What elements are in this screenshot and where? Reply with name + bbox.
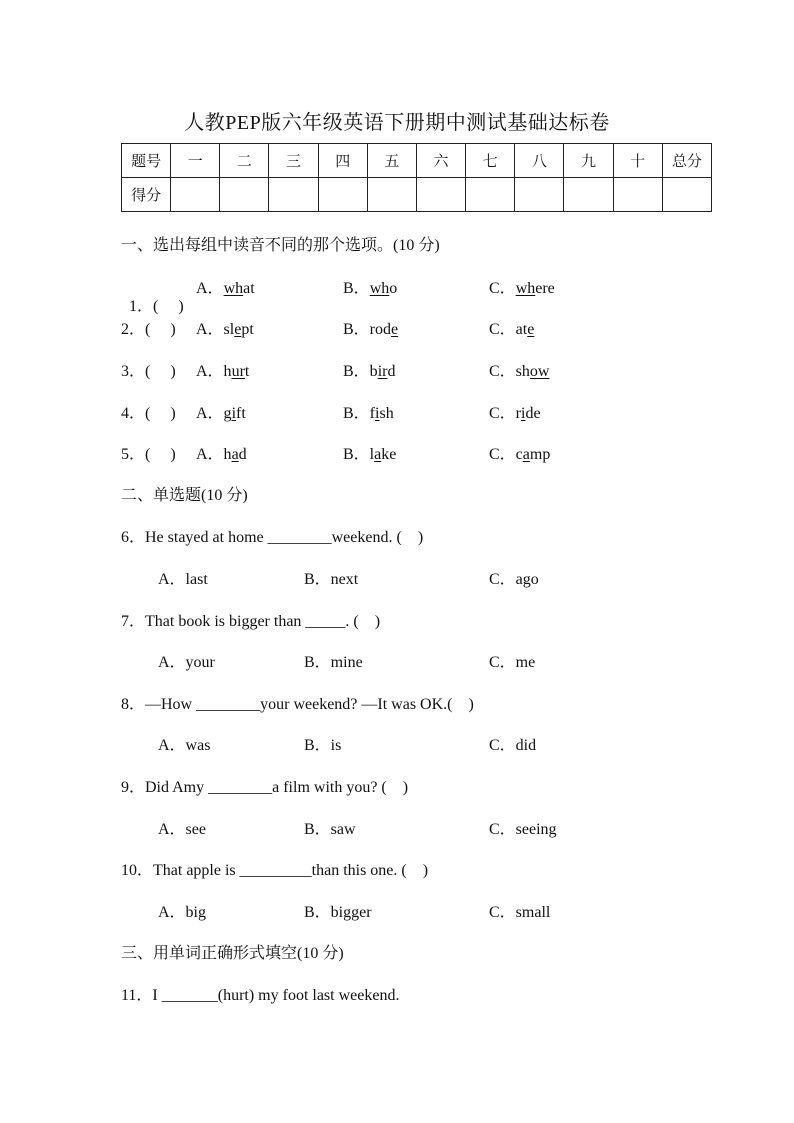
underlined-letters: ur xyxy=(231,363,245,380)
option-c[interactable]: C．seeing xyxy=(489,821,557,838)
score-input-cell[interactable] xyxy=(466,178,515,212)
question-10: 10．That apple is _________than this one. ( ) xyxy=(121,862,429,879)
score-value-row xyxy=(122,178,712,212)
option-prefix: B．rod xyxy=(343,321,392,338)
question-7: 7．That book is bigger than _____. ( ) xyxy=(121,613,381,630)
option-suffix: ke xyxy=(381,446,397,463)
option-a[interactable] xyxy=(196,441,247,464)
option-prefix: A．h xyxy=(196,363,232,380)
option-prefix: A．sl xyxy=(196,321,235,338)
option-prefix: A．h xyxy=(196,446,232,463)
option-b[interactable] xyxy=(343,358,395,381)
section-heading-3: 三、用单词正确形式填空(10 分) xyxy=(121,945,344,962)
option-prefix: C．sh xyxy=(489,363,530,380)
option-c[interactable] xyxy=(489,316,534,339)
option-b[interactable]: B．mine xyxy=(304,654,363,671)
underlined-letters: a xyxy=(522,446,530,463)
score-cell: 七 xyxy=(466,144,515,178)
option-b[interactable]: B．is xyxy=(304,737,342,754)
option-c[interactable]: C．ago xyxy=(489,571,539,588)
score-input-cell[interactable] xyxy=(269,178,318,212)
question-5 xyxy=(121,441,176,464)
question-6: 6．He stayed at home ________weekend. ( ) xyxy=(121,529,424,546)
option-suffix: at xyxy=(243,280,255,297)
option-prefix: C．r xyxy=(489,405,522,422)
option-a[interactable] xyxy=(196,275,255,298)
question-9: 9．Did Amy ________a film with you? ( ) xyxy=(121,779,409,796)
option-suffix: sh xyxy=(379,405,394,422)
option-suffix: d xyxy=(238,446,247,463)
option-prefix: B． xyxy=(343,280,370,297)
score-input-cell[interactable] xyxy=(416,178,465,212)
option-suffix: ere xyxy=(535,280,555,297)
underlined-letters: wh xyxy=(369,280,390,297)
option-a[interactable]: A．see xyxy=(158,821,206,838)
option-suffix: ft xyxy=(236,405,246,422)
option-a[interactable]: A．your xyxy=(158,654,215,671)
underlined-letters: wh xyxy=(223,280,244,297)
option-c[interactable]: C．me xyxy=(489,654,536,671)
question-number: 4．( ) xyxy=(121,405,176,422)
score-input-cell[interactable] xyxy=(564,178,613,212)
option-a[interactable]: A．big xyxy=(158,904,207,921)
underlined-letters: e xyxy=(527,321,535,338)
score-cell: 六 xyxy=(416,144,465,178)
question-4 xyxy=(121,400,176,423)
option-prefix: C．c xyxy=(489,446,523,463)
option-prefix: A．g xyxy=(196,405,232,422)
score-cell: 一 xyxy=(171,144,220,178)
underlined-letters: a xyxy=(374,446,382,463)
option-prefix: B．l xyxy=(343,446,375,463)
question-8: 8．—How ________your weekend? —It was OK.( ) xyxy=(121,696,474,713)
option-suffix: de xyxy=(525,405,541,422)
score-header-row xyxy=(122,144,712,178)
question-11: 11．I _______(hurt) my foot last weekend. xyxy=(121,987,400,1004)
underlined-letters: i xyxy=(231,405,237,422)
score-cell: 三 xyxy=(269,144,318,178)
score-input-cell[interactable] xyxy=(662,178,711,212)
question-1 xyxy=(121,275,184,316)
option-a[interactable] xyxy=(196,316,254,339)
score-table xyxy=(121,143,712,212)
option-b[interactable] xyxy=(343,441,396,464)
underlined-letters: wh xyxy=(515,280,536,297)
option-prefix: C．at xyxy=(489,321,528,338)
option-prefix: A． xyxy=(196,280,224,297)
option-suffix: o xyxy=(389,280,398,297)
option-a[interactable]: A．last xyxy=(158,571,208,588)
option-c[interactable] xyxy=(489,441,550,464)
question-number: 2．( ) xyxy=(121,321,176,338)
score-input-cell[interactable] xyxy=(171,178,220,212)
option-a[interactable] xyxy=(196,358,249,381)
score-cell: 五 xyxy=(367,144,416,178)
underlined-letters: ow xyxy=(529,363,550,380)
option-c[interactable] xyxy=(489,400,541,423)
underlined-letters: e xyxy=(391,321,399,338)
score-input-cell[interactable] xyxy=(515,178,564,212)
underlined-letters: i xyxy=(521,405,526,422)
option-c[interactable] xyxy=(489,358,549,381)
option-suffix: pt xyxy=(241,321,254,338)
option-suffix: mp xyxy=(529,446,551,463)
score-input-cell[interactable] xyxy=(318,178,367,212)
score-row-label: 得分 xyxy=(122,178,171,212)
question-number: 5．( ) xyxy=(121,446,176,463)
option-b[interactable] xyxy=(343,275,397,298)
score-input-cell[interactable] xyxy=(613,178,662,212)
option-prefix: B．f xyxy=(343,405,376,422)
question-2 xyxy=(121,316,176,339)
option-prefix: B．b xyxy=(343,363,378,380)
section-heading-2: 二、单选题(10 分) xyxy=(121,487,248,504)
option-b[interactable]: B．bigger xyxy=(304,904,372,921)
option-prefix: C． xyxy=(489,280,516,297)
score-cell: 八 xyxy=(515,144,564,178)
score-cell: 九 xyxy=(564,144,613,178)
option-suffix: d xyxy=(387,363,396,380)
question-number: 3．( ) xyxy=(121,363,176,380)
option-suffix: t xyxy=(244,363,250,380)
score-cell: 二 xyxy=(220,144,269,178)
option-c[interactable]: C．small xyxy=(489,904,551,921)
score-cell-label: 题号 xyxy=(122,144,171,178)
option-b[interactable]: B．saw xyxy=(304,821,356,838)
option-c[interactable] xyxy=(489,275,555,298)
score-input-cell[interactable] xyxy=(367,178,416,212)
question-3 xyxy=(121,358,176,381)
page-title: 人教PEP版六年级英语下册期中测试基础达标卷 xyxy=(184,112,610,134)
question-number: 1．( ) xyxy=(129,298,184,315)
score-cell: 十 xyxy=(613,144,662,178)
underlined-letters: i xyxy=(375,405,380,422)
underlined-letters: a xyxy=(231,446,239,463)
score-cell: 四 xyxy=(318,144,367,178)
option-b[interactable] xyxy=(343,316,398,339)
underlined-letters: ir xyxy=(377,363,388,380)
option-a[interactable] xyxy=(196,400,246,423)
score-cell-total: 总分 xyxy=(662,144,711,178)
option-b[interactable]: B．next xyxy=(304,571,359,588)
option-c[interactable]: C．did xyxy=(489,737,537,754)
option-a[interactable]: A．was xyxy=(158,737,211,754)
option-b[interactable] xyxy=(343,400,394,423)
section-heading-1: 一、选出每组中读音不同的那个选项。(10 分) xyxy=(121,237,440,254)
underlined-letters: e xyxy=(234,321,242,338)
score-input-cell[interactable] xyxy=(220,178,269,212)
